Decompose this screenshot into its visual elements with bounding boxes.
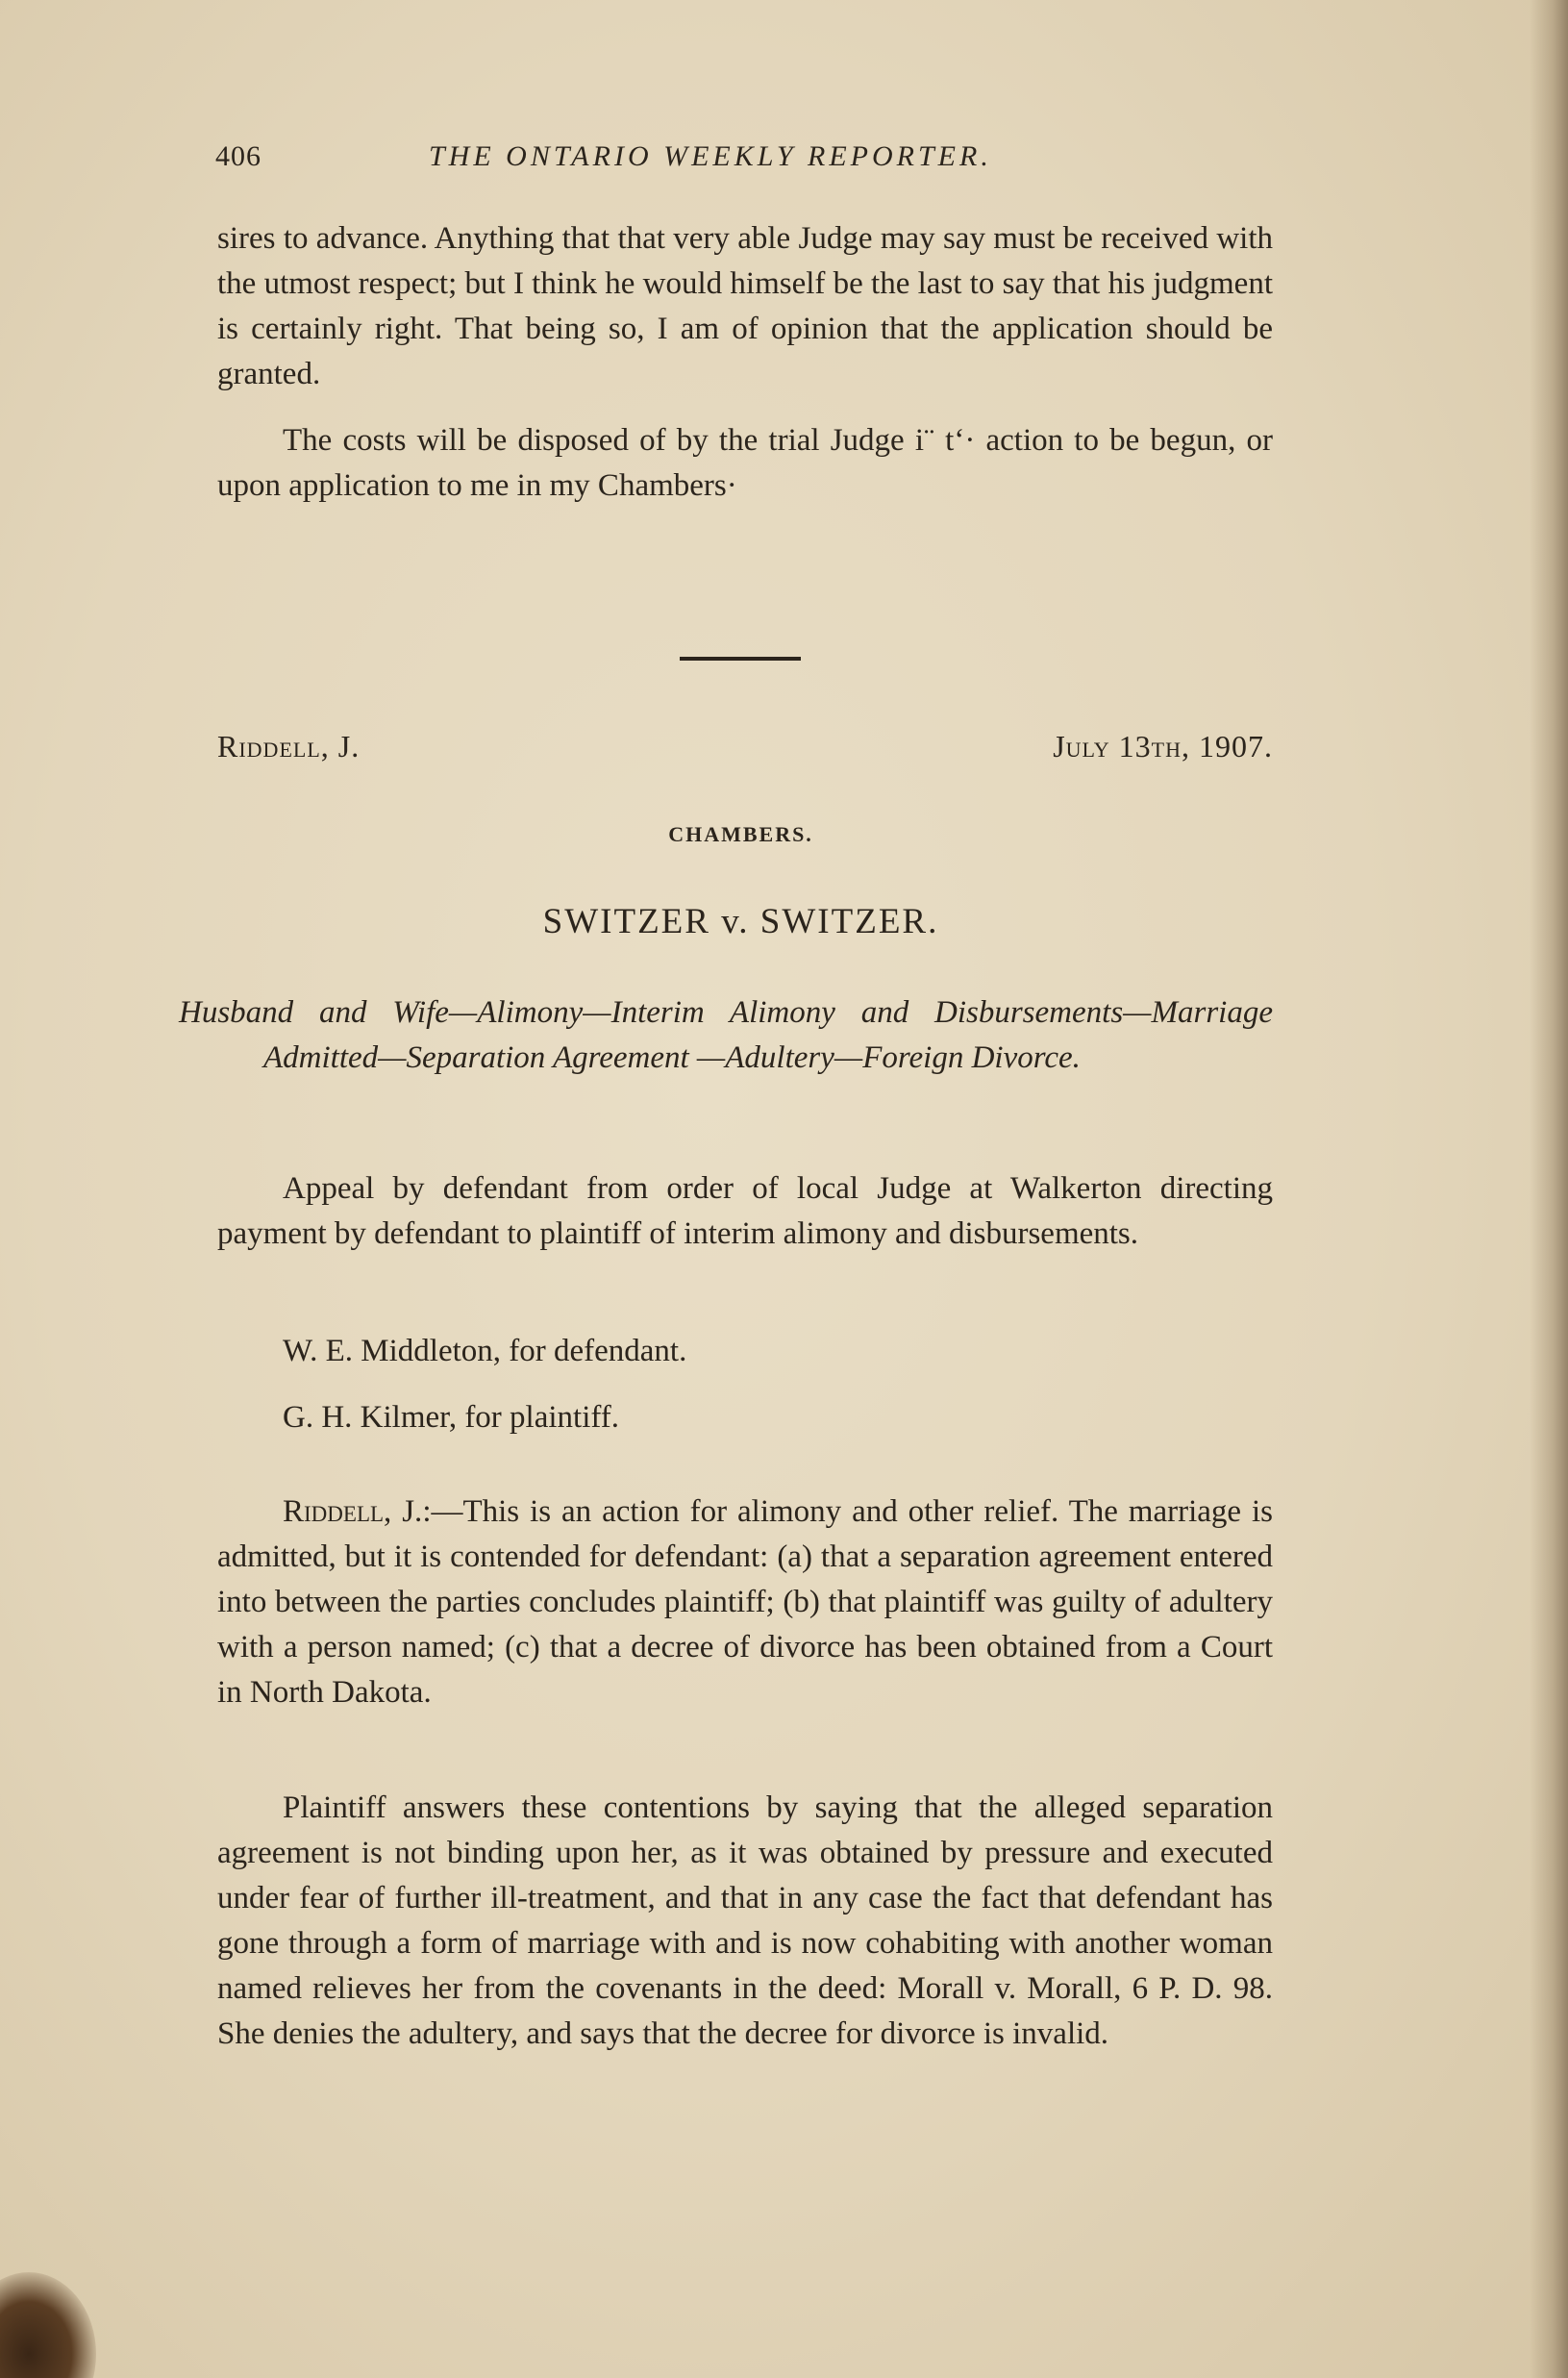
judge-name: Riddell, J. <box>217 729 361 763</box>
journal-title: THE ONTARIO WEEKLY REPORTER. <box>429 140 992 172</box>
headnote <box>179 990 1273 1081</box>
page-number: 406 <box>215 140 261 172</box>
section-divider <box>680 657 801 661</box>
judgment-paragraph-2: Plaintiff answers these contentions by saying that the alleged separation agreement is not binding upon her, as it was obtained by pressure and executed under fear of further ill-treatment, and that in any case the fact that defendant has gone through a form of marriage with and is now cohabiting with another woman named relieves her from the covenants in the deed: Morall v. Morall, 6 P. D. 98. She denies the adultery, and says that the decree for divorce is invalid. <box>217 1790 1273 2051</box>
decision-date: July 13th, 1907. <box>1053 729 1273 763</box>
court-label: CHAMBERS. <box>668 822 813 846</box>
continuation-paragraph: sires to advance. Anything that that very able Judge may say must be received with the utmost respect; but I think he would himself be the last to say that his judgment is certainly right. That being so, I am of opinion that the application should be granted. <box>217 221 1273 391</box>
costs-paragraph: The costs will be disposed of by the trial Judge i¨ t‘· action to be begun, or upon application to me in my Chambers· <box>217 423 1273 503</box>
judgment-paragraph-1-text: :—This is an action for alimony and other relief. The marriage is admitted, but it is contended for defendant: (a) that a separation agreement entered into between the parties concludes plaintiff; (b) that plaintiff was guilty of adultery with a person named; (c) that a decree of divorce has been obtained from a Court in North Dakota. <box>217 1494 1273 1710</box>
case-header-line <box>217 729 1273 775</box>
judgment-speaker: Riddell, J. <box>283 1494 423 1529</box>
running-head <box>215 140 1273 183</box>
appeal-statement-block <box>217 1166 1273 1257</box>
page-edge-shadow <box>1530 0 1568 2378</box>
page-corner-shadow <box>0 2272 96 2378</box>
judgment-block <box>217 1489 1273 1715</box>
answer-block <box>217 1786 1273 2057</box>
headnote-text: Husband and Wife—Alimony—Interim Alimony and Disbursements—Marriage Admitted—Separation Agreement —Adultery—Foreign Divorce. <box>179 995 1273 1075</box>
counsel-plaintiff: G. H. Kilmer, for plaintiff. <box>283 1400 619 1435</box>
appeal-statement: Appeal by defendant from order of local Judge at Walkerton directing payment by defendant to plaintiff of interim alimony and disbursements. <box>217 1171 1273 1251</box>
counsel-defendant: W. E. Middleton, for defendant. <box>283 1334 687 1368</box>
judgment-paragraph-1 <box>217 1489 1273 1715</box>
case-title: SWITZER v. SWITZER. <box>542 902 939 941</box>
continuation-text <box>217 216 1273 509</box>
